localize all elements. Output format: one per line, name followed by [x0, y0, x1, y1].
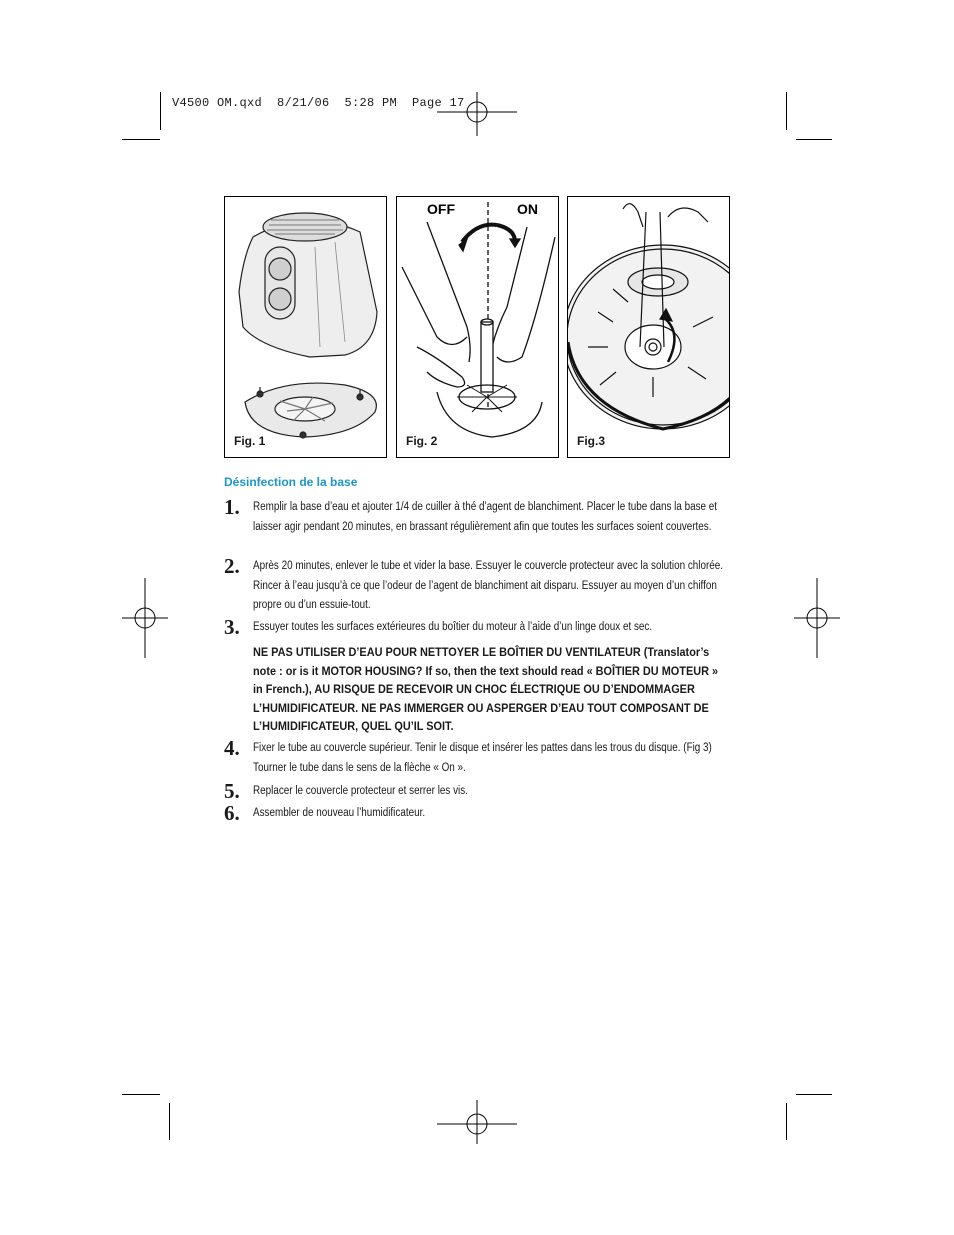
figure-3 [567, 196, 730, 458]
section-title: Désinfection de la base [224, 475, 358, 489]
step-text: Assembler de nouveau l’humidificateur. [253, 807, 426, 819]
step-number: 4. [224, 736, 240, 760]
step-text: Remplir la base d’eau et ajouter 1/4 de cuiller à thé d’agent de blanchiment. Placer le tube dans la base et laisser agir pendant 20 minutes, en brassant régulièrement afin que toutes les surfaces soient couvertes. [253, 501, 718, 533]
registration-mark-right-icon [794, 578, 840, 658]
step-number: 6. [224, 801, 240, 825]
step-3 [224, 615, 724, 639]
figure-strip [224, 196, 730, 458]
crop-mark-top-left-h [122, 139, 160, 140]
crop-mark-top-right-v [786, 92, 787, 130]
step-4 [224, 736, 724, 778]
step-number: 3. [224, 615, 240, 639]
step-1 [224, 495, 724, 537]
disc-and-tube-icon [568, 197, 729, 457]
crop-mark-bottom-left-v [169, 1103, 170, 1140]
step-text: Replacer le couvercle protecteur et serrer les vis. [253, 785, 468, 797]
off-label: OFF [427, 201, 455, 217]
figure-label: Fig.3 [577, 434, 606, 448]
figure-1 [224, 196, 387, 458]
step-2 [224, 554, 724, 616]
step-text: Essuyer toutes les surfaces extérieures du boîtier du moteur à l’aide d’un linge doux et sec. [253, 621, 653, 633]
warning-text: NE PAS UTILISER D’EAU POUR NETTOYER LE BOÎTIER DU VENTILATEUR (Translator’s note : or is it MOTOR HOUSING? If so, then the text should read « BOÎTIER DU MOTEUR » in French.), AU RISQUE DE RECEVOIR UN CHOC ÉLECTRIQUE OU D’ENDOMMAGER L’HUMIDIFICATEUR. NE PAS IMMERGER OU ASPERGER D’EAU TOUT COMPOSANT DE L’HUMIDIFICATEUR, QUEL QU’IL SOIT. [253, 645, 719, 733]
step-6 [224, 801, 724, 825]
registration-mark-left-icon [122, 578, 168, 658]
humidifier-base-assembly-icon [225, 197, 386, 457]
figure-2 [396, 196, 559, 458]
step-text: Fixer le tube au couvercle supérieur. Tenir le disque et insérer les pattes dans les trous du disque. (Fig 3) Tourner le tube dans le sens de la flèche « On ». [253, 742, 712, 774]
crop-mark-bottom-right-v [786, 1103, 787, 1140]
on-label: ON [517, 201, 538, 217]
step-5 [224, 779, 724, 803]
step-number: 5. [224, 779, 240, 803]
registration-mark-top-icon [437, 92, 517, 136]
crop-mark-bottom-left-h [122, 1094, 160, 1095]
figure-label: Fig. 2 [406, 434, 438, 448]
figure-label: Fig. 1 [234, 434, 266, 448]
step-number: 2. [224, 554, 240, 578]
crop-mark-bottom-right-h [796, 1094, 832, 1095]
step-text: Après 20 minutes, enlever le tube et vider la base. Essuyer le couvercle protecteur avec la solution chlorée. Rincer à l’eau jusqu’à ce que l’odeur de l’agent de blanchiment ait disparu. Essuyer au moyen d’un chiffon propre ou d’un essuie-tout. [253, 560, 724, 611]
step-number: 1. [224, 495, 240, 519]
crop-mark-top-left-v [160, 92, 161, 130]
registration-mark-bottom-icon [437, 1100, 517, 1144]
printer-slug: V4500 OM.qxd 8/21/06 5:28 PM Page 17 [172, 96, 465, 110]
hands-turning-tube-icon [397, 197, 558, 457]
crop-mark-top-right-h [796, 139, 832, 140]
